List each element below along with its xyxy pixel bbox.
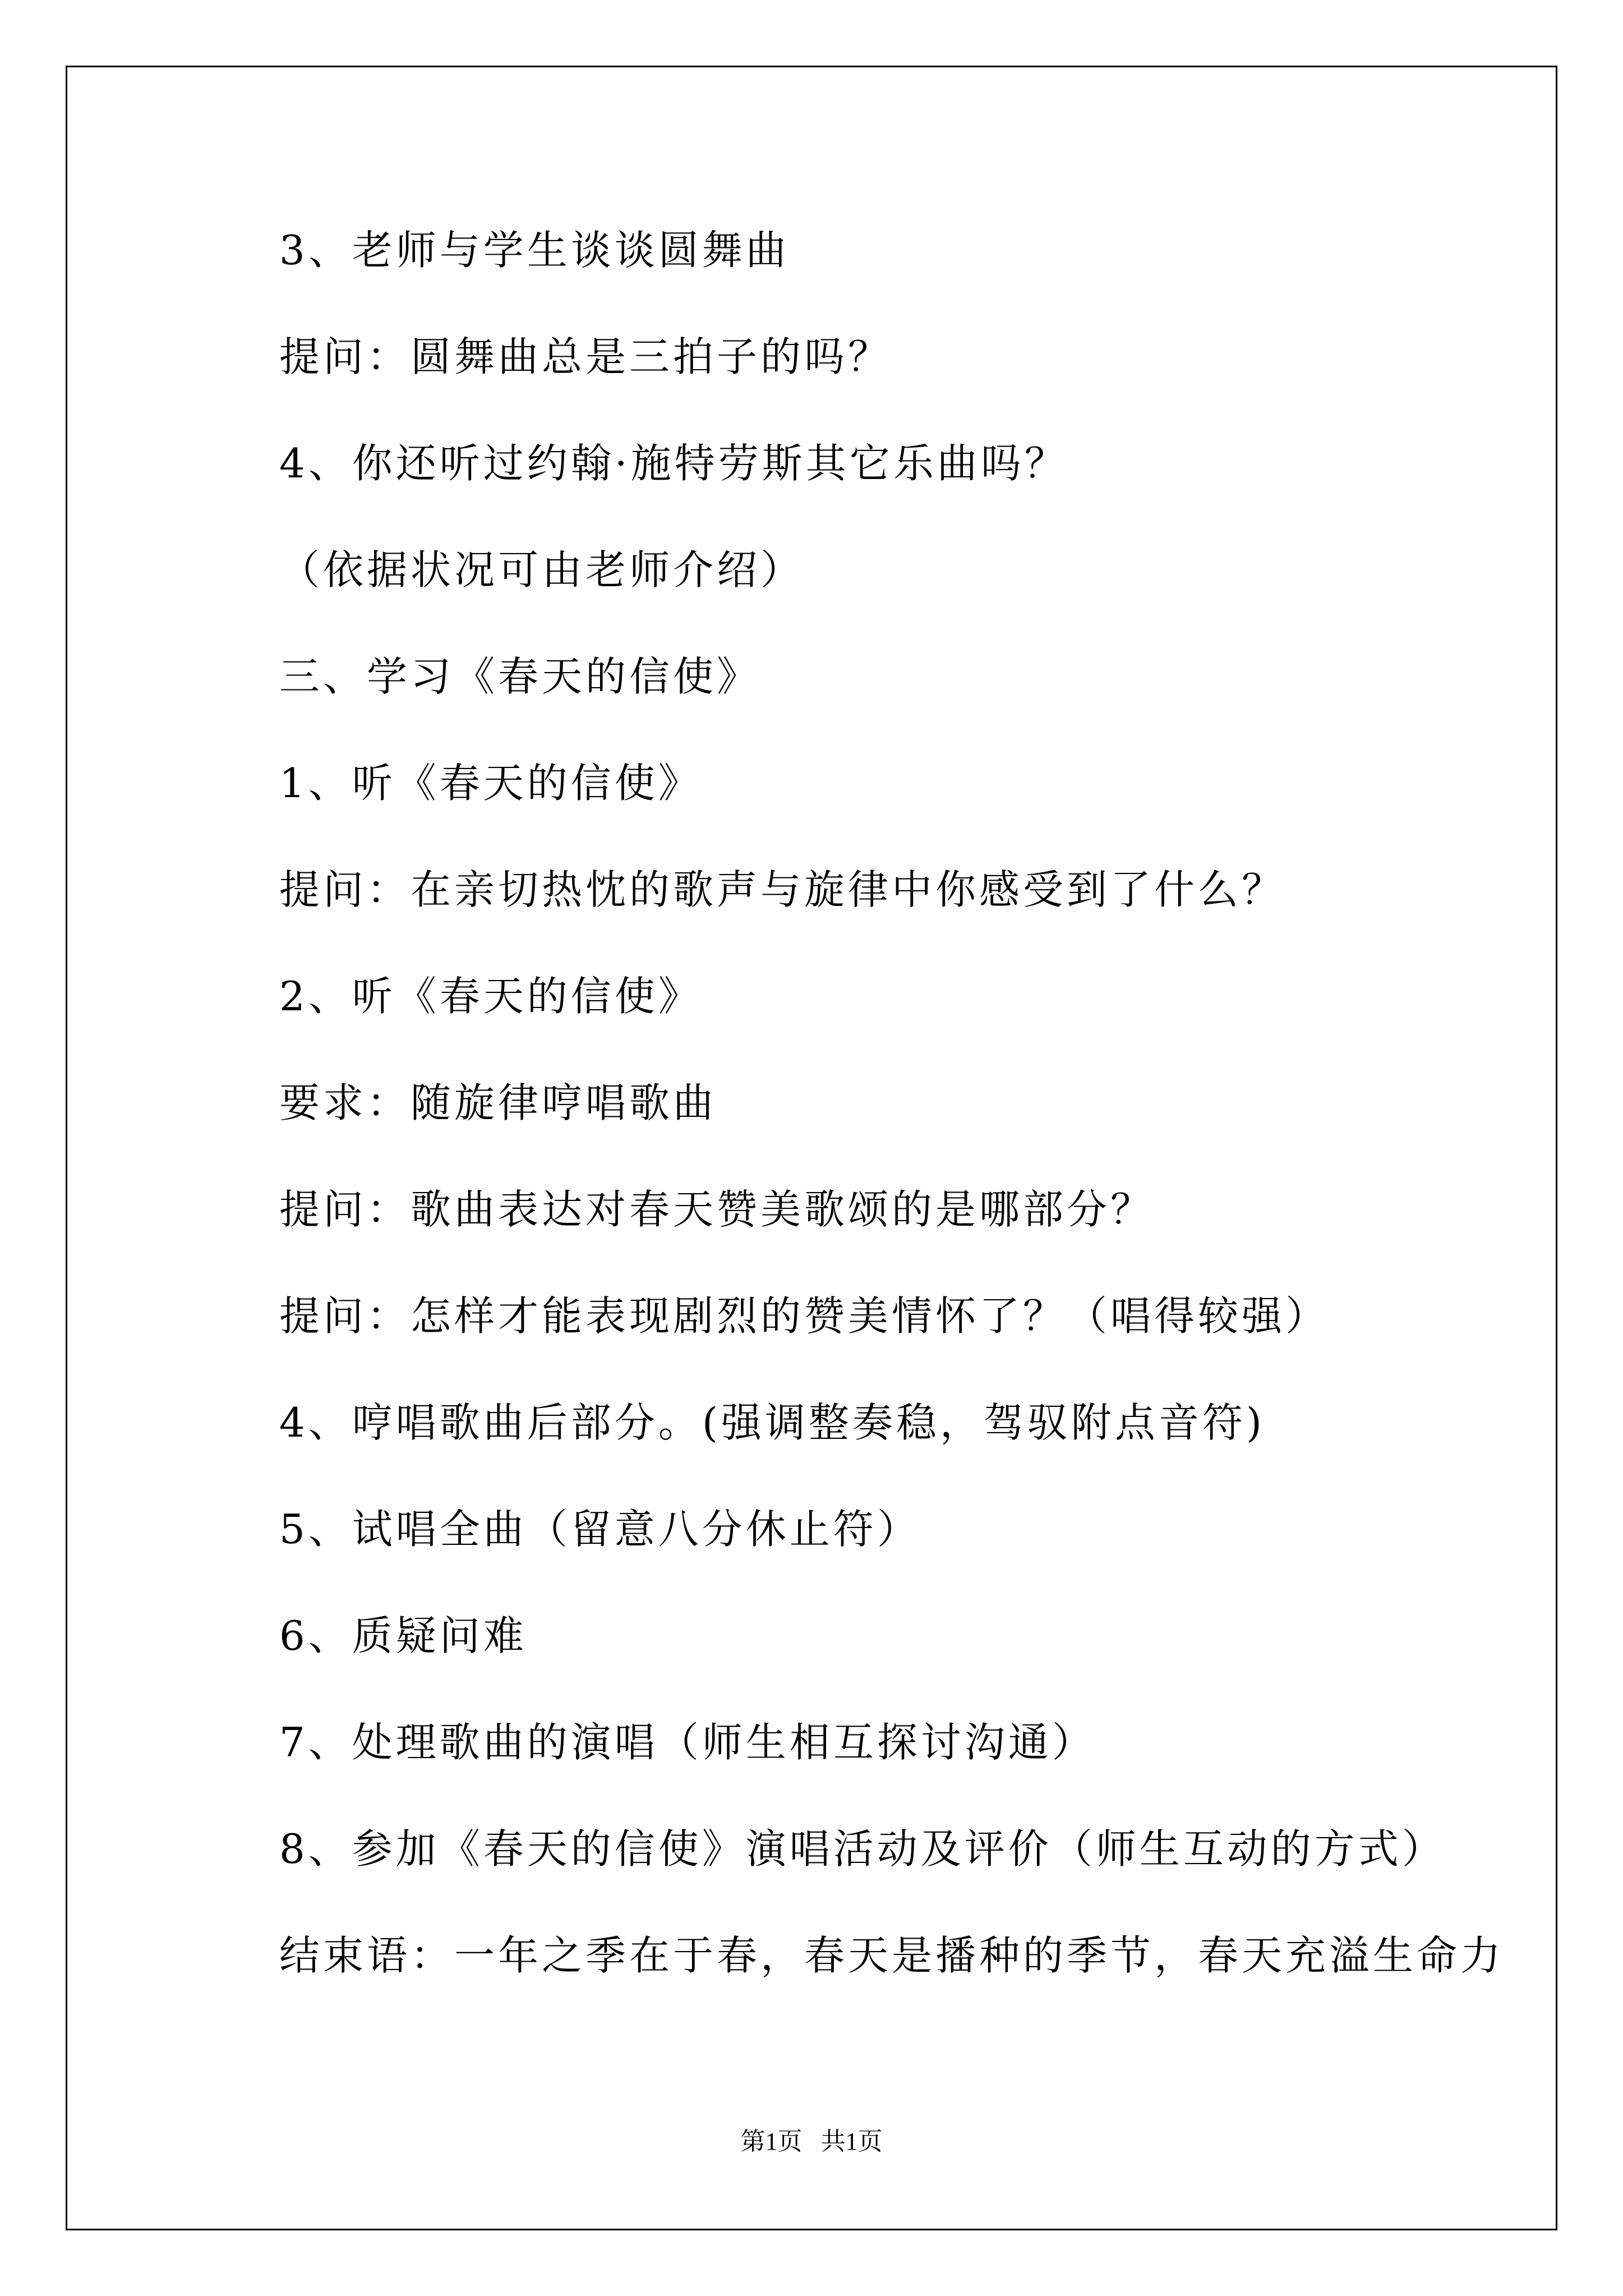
text-line: 提问：在亲切热忱的歌声与旋律中你感受到了什么？ <box>279 866 1286 913</box>
text-line: 8、参加《春天的信使》演唱活动及评价（师生互动的方式） <box>279 1825 1446 1872</box>
section-heading: 三、学习《春天的信使》 <box>279 653 761 700</box>
text-line: 1、听《春天的信使》 <box>279 760 702 807</box>
text-line: 4、你还听过约翰·施特劳斯其它乐曲吗？ <box>279 440 1068 487</box>
text-line: 提问：怎样才能表现剧烈的赞美情怀了？（唱得较强） <box>279 1292 1330 1340</box>
text-line: 要求：随旋律哼唱歌曲 <box>279 1079 717 1126</box>
text-line: 6、质疑问难 <box>279 1612 527 1659</box>
text-line: 7、处理歌曲的演唱（师生相互探讨沟通） <box>279 1719 1096 1766</box>
text-line: 提问：圆舞曲总是三拍子的吗？ <box>279 333 892 380</box>
text-line: 5、试唱全曲（留意八分休止符） <box>279 1506 921 1553</box>
page-number: 第1页 共1页 <box>740 2128 883 2155</box>
document-body <box>279 223 1505 2035</box>
text-line: 3、老师与学生谈谈圆舞曲 <box>279 227 790 274</box>
text-line: （依据状况可由老师介绍） <box>279 546 805 593</box>
text-line: 结束语：一年之季在于春，春天是播种的季节，春天充溢生命力 <box>279 1932 1505 1979</box>
text-line: 提问：歌曲表达对春天赞美歌颂的是哪部分？ <box>279 1186 1155 1233</box>
text-line: 4、哼唱歌曲后部分。(强调整奏稳，驾驭附点音符) <box>279 1399 1265 1446</box>
text-line: 2、听《春天的信使》 <box>279 973 702 1020</box>
